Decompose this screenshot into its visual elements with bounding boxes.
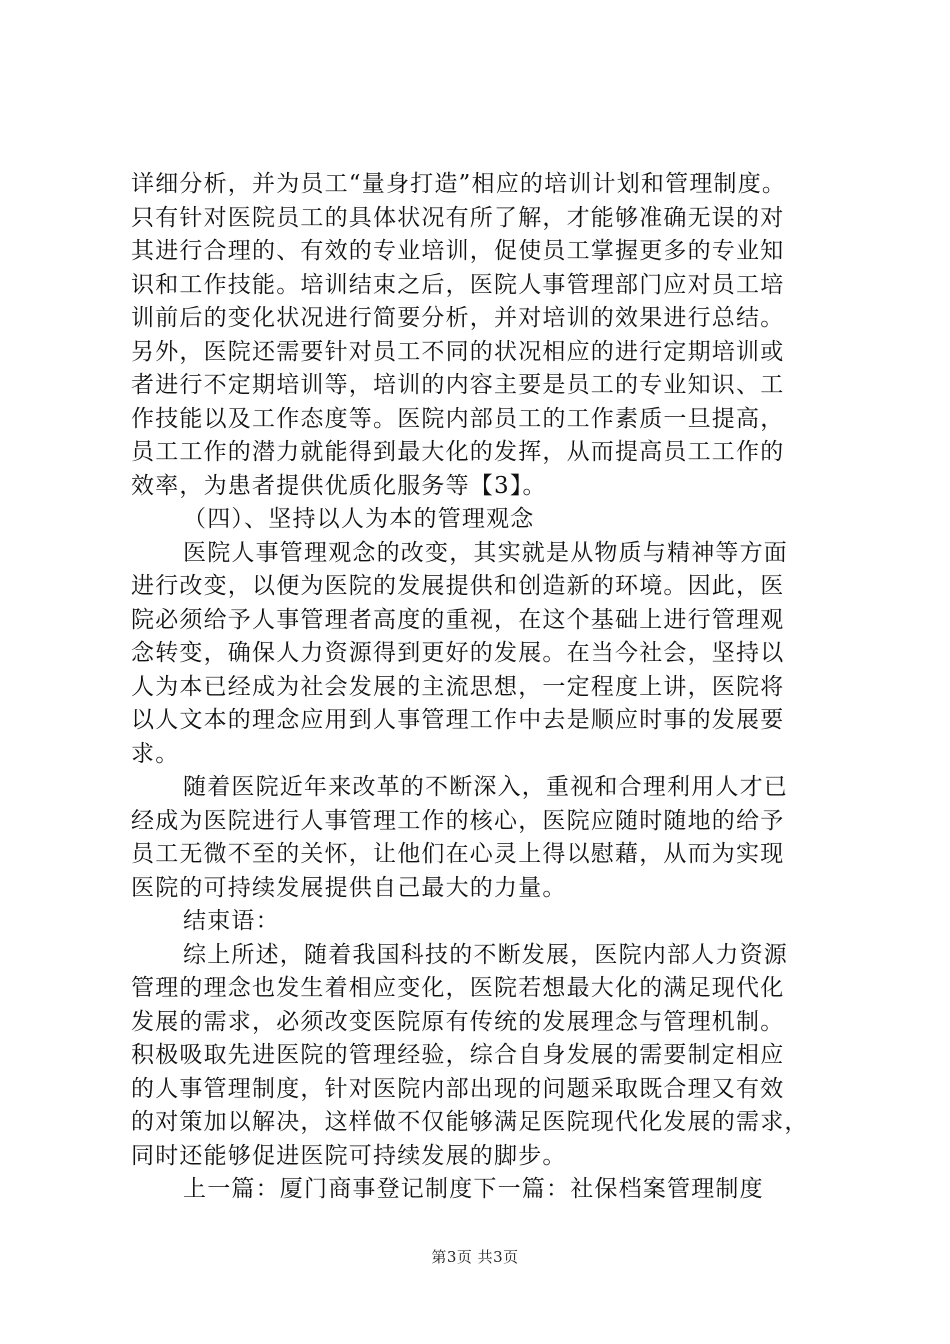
text-line: 积极吸取先进医院的管理经验，综合自身发展的需要制定相应 (131, 1042, 785, 1068)
page-footer: 第3页 共3页 (431, 1248, 519, 1266)
text-line: 医院的可持续发展提供自己最大的力量。 (131, 874, 567, 901)
text-line: 的人事管理制度，针对医院内部出现的问题采取既合理又有效 (131, 1075, 785, 1102)
text-line: 的对策加以解决，这样做不仅能够满足医院现代化发展的需求， (131, 1109, 809, 1135)
text-line: 医院人事管理观念的改变，其实就是从物质与精神等方面 (183, 539, 788, 566)
text-line: 管理的理念也发生着相应变化，医院若想最大化的满足现代化 (131, 975, 785, 1001)
text-line: 进行改变，以便为医院的发展提供和创造新的环境。因此，医 (131, 573, 785, 599)
text-line: 只有针对医院员工的具体状况有所了解，才能够准确无误的对 (131, 204, 785, 231)
text-line: 者进行不定期培训等，培训的内容主要是员工的专业知识、工 (131, 372, 785, 398)
text-line: 念转变，确保人力资源得到更好的发展。在当今社会，坚持以 (131, 640, 785, 666)
text-line: 同时还能够促进医院可持续发展的脚步。 (131, 1142, 567, 1169)
text-line: 员工无微不至的关怀，让他们在心灵上得以慰藉，从而为实现 (131, 841, 785, 867)
text-line: 院必须给予人事管理者高度的重视，在这个基础上进行管理观 (131, 606, 785, 633)
text-line: （四）、坚持以人为本的管理观念 (183, 506, 535, 532)
text-line: 求。 (131, 740, 180, 767)
text-line: 效率，为患者提供优质化服务等【3】。 (131, 472, 547, 499)
text-line: 经成为医院进行人事管理工作的核心，医院应随时随地的给予 (131, 807, 785, 834)
text-line: 随着医院近年来改革的不断深入，重视和合理利用人才已 (183, 774, 788, 800)
text-line: 另外，医院还需要针对员工不同的状况相应的进行定期培训或 (131, 338, 785, 365)
text-line: 上一篇：厦门商事登记制度下一篇：社保档案管理制度 (183, 1176, 764, 1202)
text-line: 识和工作技能。培训结束之后，医院人事管理部门应对员工培 (131, 271, 785, 298)
body-text (131, 168, 831, 1207)
text-line: 发展的需求，必须改变医院原有传统的发展理念与管理机制。 (131, 1008, 785, 1035)
text-line: 详细分析，并为员工“量身打造”相应的培训计划和管理制度。 (131, 171, 787, 197)
text-line: 人为本已经成为社会发展的主流思想，一定程度上讲，医院将 (131, 673, 785, 700)
text-line: 员工工作的潜力就能得到最大化的发挥，从而提高员工工作的 (131, 439, 785, 465)
text-line: 其进行合理的、有效的专业培训，促使员工掌握更多的专业知 (131, 238, 785, 264)
text-line: 训前后的变化状况进行简要分析，并对培训的效果进行总结。 (131, 305, 785, 331)
text-line: 结束语： (183, 908, 280, 934)
text-line: 作技能以及工作态度等。医院内部员工的工作素质一旦提高， (131, 405, 785, 432)
text-line: 以人文本的理念应用到人事管理工作中去是顺应时事的发展要 (131, 707, 785, 733)
text-line: 综上所述，随着我国科技的不断发展，医院内部人力资源 (183, 941, 788, 968)
